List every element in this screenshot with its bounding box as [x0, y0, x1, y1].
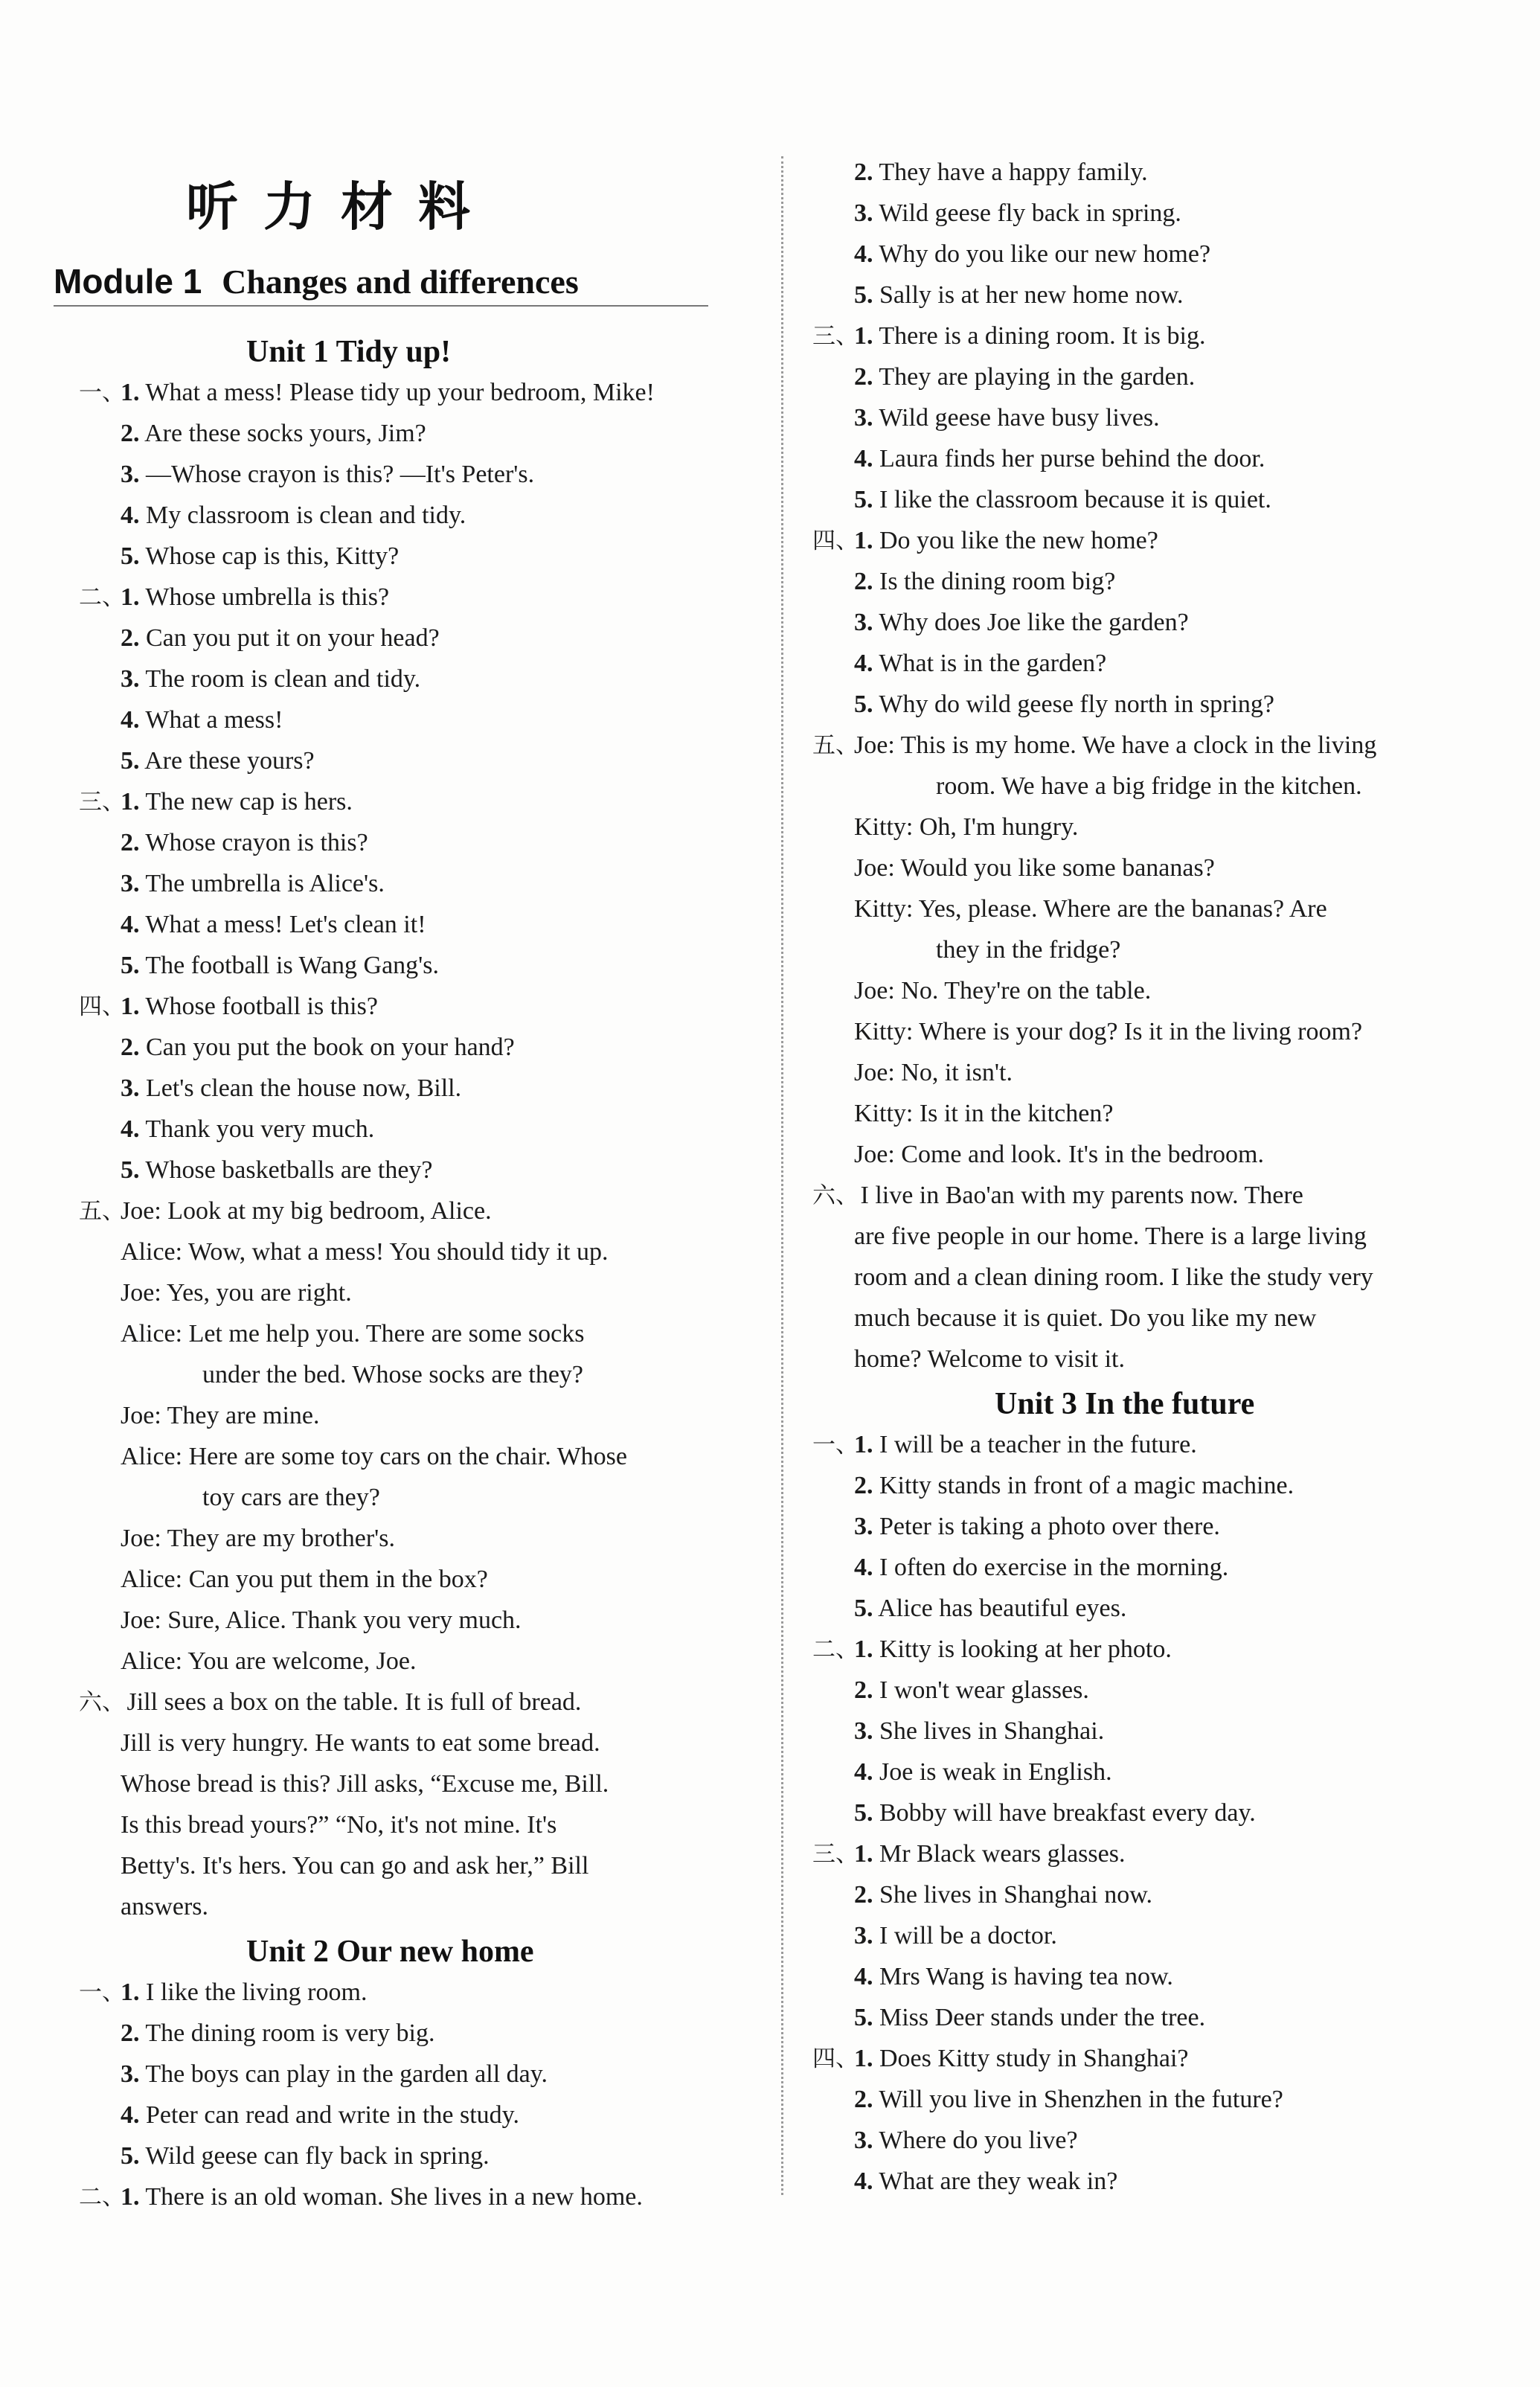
passage-line: [121, 1892, 208, 1922]
line-text: What a mess! Please tidy up your bedroom, Mike!: [139, 379, 655, 406]
item-number: 1.: [121, 379, 140, 406]
list-item: [854, 690, 1274, 720]
list-item: [854, 281, 1184, 310]
item-number: 4.: [121, 911, 140, 938]
item-number: 1.: [121, 788, 140, 816]
list-item: [121, 419, 426, 449]
line-text: Kitty: Where is your dog? Is it in the living room?: [854, 1018, 1363, 1045]
item-number: 2.: [854, 158, 873, 186]
item-number: 1.: [854, 1635, 873, 1663]
list-item: [812, 1839, 1125, 1869]
item-number: 1.: [854, 1431, 873, 1458]
line-text: answers.: [121, 1893, 209, 1920]
list-item: [79, 787, 353, 817]
dialogue-line: [854, 853, 1215, 883]
line-text: Whose crayon is this?: [139, 829, 368, 856]
list-item: [854, 485, 1271, 515]
module-underline: [54, 305, 708, 307]
list-item: [854, 649, 1106, 679]
line-text: Peter is taking a photo over there.: [873, 1513, 1220, 1540]
item-number: 4.: [121, 1115, 140, 1143]
item-number: 3.: [854, 2127, 873, 2154]
line-text: Sally is at her new home now.: [873, 281, 1184, 309]
list-item: [854, 240, 1210, 269]
line-text: Why do wild geese fly north in spring?: [873, 691, 1275, 718]
passage-line: [121, 1851, 588, 1881]
item-number: 4.: [854, 240, 873, 268]
passage-line: [812, 1181, 1303, 1211]
list-item: [854, 608, 1189, 638]
passage-line: [854, 1345, 1125, 1374]
line-text: Joe: Yes, you are right.: [121, 1279, 352, 1307]
list-item: [812, 321, 1205, 351]
item-number: 2.: [854, 568, 873, 595]
module-label: Module 1: [54, 262, 202, 301]
section-marker: 一、: [79, 1979, 125, 2006]
line-text: Alice: Let me help you. There are some socks: [121, 1320, 585, 1348]
list-item: [79, 378, 655, 408]
item-number: 2.: [121, 2019, 140, 2047]
line-text: Joe: They are mine.: [121, 1402, 320, 1429]
section-marker: 四、: [79, 993, 125, 1020]
dialogue-line: [936, 772, 1362, 801]
list-item: [79, 583, 389, 612]
list-item: [121, 1033, 515, 1063]
item-number: 5.: [854, 1799, 873, 1827]
line-text: I like the classroom because it is quiet.: [873, 486, 1271, 513]
dialogue-line: [812, 731, 1376, 760]
line-text: Will you live in Shenzhen in the future?: [873, 2086, 1283, 2113]
passage-line: [854, 1304, 1316, 1333]
line-text: Joe: Would you like some bananas?: [854, 854, 1215, 882]
list-item: [854, 2167, 1117, 2197]
list-item: [854, 1471, 1294, 1501]
module-heading: [54, 260, 649, 303]
line-text: Where do you live?: [873, 2127, 1078, 2154]
item-number: 4.: [854, 445, 873, 472]
line-text: They have a happy family.: [873, 158, 1148, 186]
item-number: 3.: [121, 665, 140, 693]
line-text: Joe: This is my home. We have a clock in the living: [854, 731, 1377, 759]
list-item: [121, 1074, 461, 1103]
list-item: [812, 1635, 1172, 1665]
dialogue-line: [121, 1401, 320, 1431]
line-text: toy cars are they?: [202, 1484, 380, 1511]
item-number: 2.: [121, 624, 140, 652]
list-item: [812, 526, 1158, 556]
line-text: Is the dining room big?: [873, 568, 1116, 595]
line-text: I will be a doctor.: [873, 1922, 1057, 1949]
line-text: Alice has beautiful eyes.: [873, 1595, 1127, 1622]
line-text: What a mess! Let's clean it!: [139, 911, 426, 938]
unit-heading: Unit 1 Tidy up!: [246, 335, 452, 369]
item-number: 4.: [854, 1963, 873, 1990]
list-item: [121, 828, 368, 858]
item-number: 5.: [121, 747, 140, 775]
list-item: [812, 1430, 1197, 1460]
line-text: Is this bread yours?” “No, it's not mine. It's: [121, 1811, 557, 1839]
line-text: room and a clean dining room. I like the study very: [854, 1263, 1373, 1291]
line-text: Why do you like our new home?: [873, 240, 1211, 268]
dialogue-line: [121, 1319, 584, 1349]
section-marker: 四、: [812, 528, 859, 554]
line-text: My classroom is clean and tidy.: [139, 502, 466, 529]
passage-line: [854, 1222, 1367, 1252]
line-text: Are these socks yours, Jim?: [139, 420, 426, 447]
line-text: Are these yours?: [139, 747, 315, 775]
unit-heading: Unit 2 Our new home: [246, 1935, 534, 1969]
passage-line: [121, 1728, 600, 1758]
section-marker: 六、: [812, 1182, 859, 1209]
dialogue-line: [854, 1058, 1013, 1088]
item-number: 3.: [121, 870, 140, 897]
line-text: Peter can read and write in the study.: [139, 2101, 519, 2129]
passage-line: [121, 1810, 556, 1840]
line-text: The boys can play in the garden all day.: [139, 2060, 548, 2088]
list-item: [121, 501, 466, 531]
module-name: Changes and differences: [222, 263, 579, 301]
list-item: [121, 2101, 519, 2130]
list-item: [121, 869, 385, 899]
item-number: 4.: [854, 1554, 873, 1581]
item-number: 1.: [854, 2045, 873, 2072]
line-text: Does Kitty study in Shanghai?: [873, 2045, 1189, 2072]
dialogue-line: [202, 1483, 380, 1513]
line-text: Do you like the new home?: [873, 527, 1158, 554]
line-text: They are playing in the garden.: [873, 363, 1196, 391]
item-number: 3.: [854, 404, 873, 432]
section-marker: 二、: [812, 1636, 859, 1663]
list-item: [854, 1962, 1173, 1992]
list-item: [79, 2182, 643, 2212]
item-number: 3.: [121, 1074, 140, 1102]
line-text: I often do exercise in the morning.: [873, 1554, 1229, 1581]
line-text: I like the living room.: [139, 1979, 368, 2006]
item-number: 3.: [854, 1922, 873, 1949]
list-item: [854, 1758, 1112, 1787]
section-marker: 六、: [79, 1689, 125, 1716]
list-item: [79, 1978, 367, 2008]
line-text: Thank you very much.: [139, 1115, 375, 1143]
list-item: [854, 567, 1115, 597]
line-text: The football is Wang Gang's.: [139, 952, 440, 979]
line-text: Why does Joe like the garden?: [873, 609, 1189, 636]
item-number: 5.: [121, 2142, 140, 2170]
line-text: She lives in Shanghai now.: [873, 1881, 1153, 1909]
list-item: [121, 2060, 548, 2089]
line-text: She lives in Shanghai.: [873, 1717, 1105, 1745]
line-text: Alice: You are welcome, Joe.: [121, 1647, 417, 1675]
dialogue-line: [854, 976, 1151, 1006]
item-number: 3.: [854, 1717, 873, 1745]
item-number: 5.: [854, 281, 873, 309]
dialogue-line: [854, 1140, 1264, 1170]
list-item: [121, 705, 283, 735]
list-item: [121, 542, 399, 571]
item-number: 2.: [854, 363, 873, 391]
section-marker: 三、: [79, 789, 125, 816]
item-number: 3.: [854, 609, 873, 636]
item-number: 5.: [854, 691, 873, 718]
list-item: [121, 624, 440, 653]
line-text: Bobby will have breakfast every day.: [873, 1799, 1256, 1827]
line-text: Wild geese have busy lives.: [873, 404, 1160, 432]
line-text: Laura finds her purse behind the door.: [873, 445, 1265, 472]
line-text: Joe is weak in English.: [873, 1758, 1112, 1786]
dialogue-line: [121, 1237, 609, 1267]
item-number: 1.: [121, 1979, 140, 2006]
line-text: There is an old woman. She lives in a new home.: [139, 2183, 643, 2211]
list-item: [121, 746, 315, 776]
list-item: [854, 2126, 1078, 2156]
line-text: Kitty: Yes, please. Where are the bananas? Are: [854, 895, 1327, 923]
list-item: [854, 158, 1148, 188]
line-text: Alice: Can you put them in the box?: [121, 1566, 488, 1593]
line-text: Whose football is this?: [139, 993, 378, 1020]
item-number: 4.: [121, 2101, 140, 2129]
item-number: 1.: [854, 322, 873, 350]
line-text: Kitty: Oh, I'm hungry.: [854, 813, 1079, 841]
passage-line: [121, 1769, 609, 1799]
dialogue-line: [854, 894, 1327, 924]
item-number: 2.: [121, 1034, 140, 1061]
line-text: home? Welcome to visit it.: [854, 1345, 1125, 1373]
list-item: [121, 1115, 374, 1144]
list-item: [854, 444, 1265, 474]
line-text: I won't wear glasses.: [873, 1676, 1089, 1704]
list-item: [854, 2085, 1283, 2115]
item-number: 3.: [121, 461, 140, 488]
list-item: [854, 1676, 1089, 1705]
list-item: [854, 1921, 1057, 1951]
section-marker: 四、: [812, 2045, 859, 2072]
line-text: I live in Bao'an with my parents now. There: [854, 1182, 1303, 1209]
list-item: [121, 2141, 490, 2171]
item-number: 5.: [854, 1595, 873, 1622]
list-item: [121, 910, 426, 940]
list-item: [121, 2019, 434, 2048]
line-text: Joe: No. They're on the table.: [854, 977, 1152, 1005]
line-text: Alice: Wow, what a mess! You should tidy it up.: [121, 1238, 609, 1266]
page-title: 听力材料: [186, 176, 495, 237]
line-text: The dining room is very big.: [139, 2019, 435, 2047]
section-marker: 三、: [812, 1841, 859, 1868]
line-text: much because it is quiet. Do you like my new: [854, 1304, 1317, 1332]
dialogue-line: [121, 1606, 522, 1635]
line-text: Can you put it on your head?: [139, 624, 440, 652]
item-number: 5.: [854, 486, 873, 513]
line-text: under the bed. Whose socks are they?: [202, 1361, 584, 1388]
item-number: 1.: [121, 583, 140, 611]
line-text: The umbrella is Alice's.: [139, 870, 385, 897]
line-text: The room is clean and tidy.: [139, 665, 421, 693]
item-number: 4.: [854, 1758, 873, 1786]
line-text: Jill is very hungry. He wants to eat some bread.: [121, 1729, 600, 1757]
dialogue-line: [79, 1196, 492, 1226]
list-item: [854, 1553, 1228, 1583]
section-marker: 三、: [812, 323, 859, 350]
line-text: Joe: Look at my big bedroom, Alice.: [121, 1197, 492, 1225]
item-number: 1.: [854, 527, 873, 554]
passage-line: [79, 1688, 581, 1717]
line-text: The new cap is hers.: [139, 788, 353, 816]
item-number: 4.: [121, 706, 140, 734]
item-number: 4.: [854, 2167, 873, 2195]
section-marker: 五、: [812, 732, 859, 759]
line-text: What is in the garden?: [873, 650, 1107, 677]
line-text: Joe: Come and look. It's in the bedroom.: [854, 1141, 1264, 1168]
line-text: Kitty is looking at her photo.: [873, 1635, 1172, 1663]
line-text: Mrs Wang is having tea now.: [873, 1963, 1173, 1990]
line-text: Alice: Here are some toy cars on the chair. Whose: [121, 1443, 627, 1470]
line-text: Whose umbrella is this?: [139, 583, 390, 611]
line-text: What are they weak in?: [873, 2167, 1118, 2195]
line-text: they in the fridge?: [936, 936, 1121, 964]
passage-line: [854, 1263, 1373, 1292]
list-item: [854, 1880, 1152, 1910]
section-marker: 一、: [79, 379, 125, 406]
list-item: [854, 1798, 1256, 1828]
dialogue-line: [121, 1647, 417, 1676]
line-text: Jill sees a box on the table. It is full of bread.: [121, 1688, 582, 1716]
line-text: Mr Black wears glasses.: [873, 1840, 1126, 1868]
list-item: [121, 951, 439, 981]
list-item: [854, 1717, 1104, 1746]
item-number: 3.: [121, 2060, 140, 2088]
line-text: Can you put the book on your hand?: [139, 1034, 515, 1061]
item-number: 1.: [121, 2183, 140, 2211]
line-text: Kitty: Is it in the kitchen?: [854, 1100, 1114, 1127]
list-item: [854, 1594, 1126, 1624]
line-text: Miss Deer stands under the tree.: [873, 2004, 1206, 2031]
line-text: There is a dining room. It is big.: [873, 322, 1206, 350]
line-text: Wild geese can fly back in spring.: [139, 2142, 490, 2170]
line-text: Kitty stands in front of a magic machine.: [873, 1472, 1294, 1499]
dialogue-line: [854, 1017, 1362, 1047]
section-marker: 五、: [79, 1198, 125, 1225]
section-marker: 二、: [79, 2184, 125, 2211]
line-text: Betty's. It's hers. You can go and ask her,” Bill: [121, 1852, 589, 1880]
item-number: 3.: [854, 199, 873, 227]
dialogue-line: [854, 813, 1078, 842]
line-text: —Whose crayon is this? —It's Peter's.: [139, 461, 535, 488]
column-divider: [781, 156, 783, 2195]
line-text: Let's clean the house now, Bill.: [139, 1074, 462, 1102]
item-number: 3.: [854, 1513, 873, 1540]
item-number: 2.: [121, 829, 140, 856]
line-text: Wild geese fly back in spring.: [873, 199, 1181, 227]
item-number: 4.: [854, 650, 873, 677]
list-item: [121, 1156, 433, 1185]
unit-heading: Unit 3 In the future: [995, 1387, 1255, 1421]
list-item: [854, 362, 1195, 392]
item-number: 5.: [854, 2004, 873, 2031]
item-number: 2.: [121, 420, 140, 447]
dialogue-line: [121, 1524, 395, 1554]
section-marker: 一、: [812, 1432, 859, 1458]
dialogue-line: [936, 935, 1120, 965]
list-item: [121, 664, 420, 694]
line-text: What a mess!: [139, 706, 283, 734]
list-item: [79, 992, 378, 1022]
item-number: 1.: [121, 993, 140, 1020]
item-number: 5.: [121, 952, 140, 979]
list-item: [854, 2003, 1205, 2033]
line-text: Whose basketballs are they?: [139, 1156, 433, 1184]
item-number: 2.: [854, 1472, 873, 1499]
list-item: [854, 1512, 1220, 1542]
list-item: [121, 460, 534, 490]
dialogue-line: [854, 1099, 1113, 1129]
item-number: 5.: [121, 542, 140, 570]
list-item: [854, 403, 1160, 433]
line-text: room. We have a big fridge in the kitchen.: [936, 772, 1362, 800]
dialogue-line: [121, 1442, 627, 1472]
line-text: are five people in our home. There is a large living: [854, 1223, 1367, 1250]
line-text: Whose cap is this, Kitty?: [139, 542, 400, 570]
line-text: Joe: Sure, Alice. Thank you very much.: [121, 1606, 522, 1634]
item-number: 2.: [854, 2086, 873, 2113]
list-item: [854, 199, 1181, 228]
dialogue-line: [202, 1360, 583, 1390]
list-item: [812, 2044, 1189, 2074]
section-marker: 二、: [79, 584, 125, 611]
item-number: 5.: [121, 1156, 140, 1184]
item-number: 1.: [854, 1840, 873, 1868]
line-text: Joe: They are my brother's.: [121, 1525, 396, 1552]
item-number: 2.: [854, 1676, 873, 1704]
line-text: I will be a teacher in the future.: [873, 1431, 1197, 1458]
item-number: 4.: [121, 502, 140, 529]
line-text: Joe: No, it isn't.: [854, 1059, 1013, 1086]
dialogue-line: [121, 1278, 352, 1308]
item-number: 2.: [854, 1881, 873, 1909]
dialogue-line: [121, 1565, 488, 1595]
line-text: Whose bread is this? Jill asks, “Excuse me, Bill.: [121, 1770, 609, 1798]
